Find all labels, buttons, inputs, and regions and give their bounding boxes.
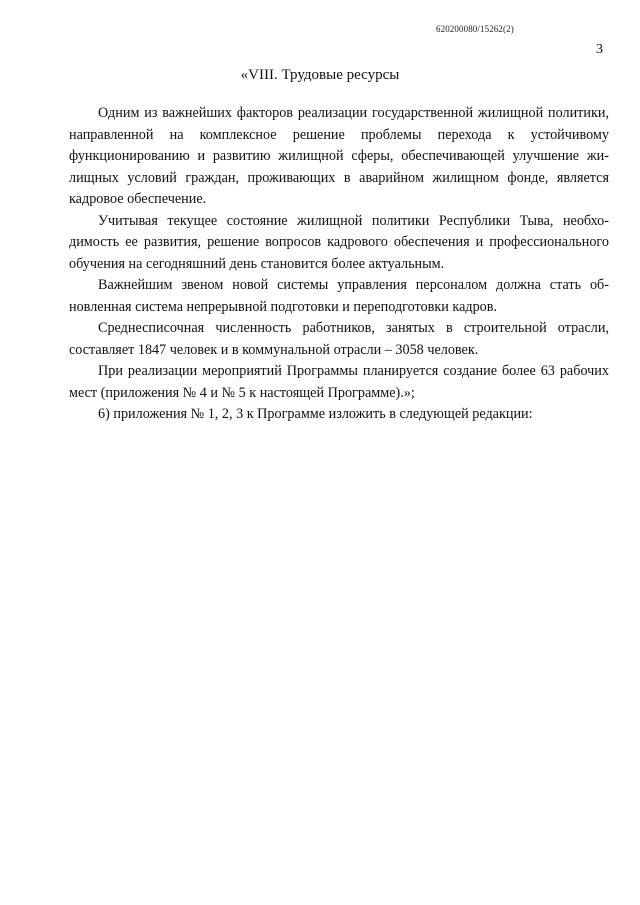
document-body [69,103,609,426]
paragraph-appendices: 6) приложения № 1, 2, 3 к Программе изложить в следующей редакции: [98,406,533,422]
paragraph-labor-factors: Одним из важнейших факторов реализации государственной жилищной политики, направленной на комплексное решение проблемы перехода к устойчивому функционированию и развитию жилищной сферы, обеспечивающей улучшение жилищных условий граждан, проживающих в аварийном жилищном фонде, является кадровое обеспечение. [69,105,609,207]
paragraph-housing-policy: Учитывая текущее состояние жилищной политики Республики Тыва, необходимость ее развития, решение вопросов кадрового обеспечения и профессионального обучения на сегодняшний день становится более актуальным. [69,212,609,272]
paragraph-personnel-system: Важнейшим звеном новой системы управления персоналом должна стать обновленная система непрерывной подготовки и переподготовки кадров. [69,277,609,315]
paragraph-new-jobs: При реализации мероприятий Программы планируется создание более 63 рабочих мест (приложения № 4 и № 5 к настоящей Программе).»; [69,363,609,401]
page-number: 3 [596,42,603,57]
document-code: 620200080/15262(2) [436,24,514,34]
paragraph-workforce-numbers: Среднесписочная численность работников, занятых в строительной отрасли, составляет 1847 человек и в коммунальной отрасли – 3058 человек. [69,320,609,358]
section-heading: «VIII. Трудовые ресурсы [240,67,400,83]
